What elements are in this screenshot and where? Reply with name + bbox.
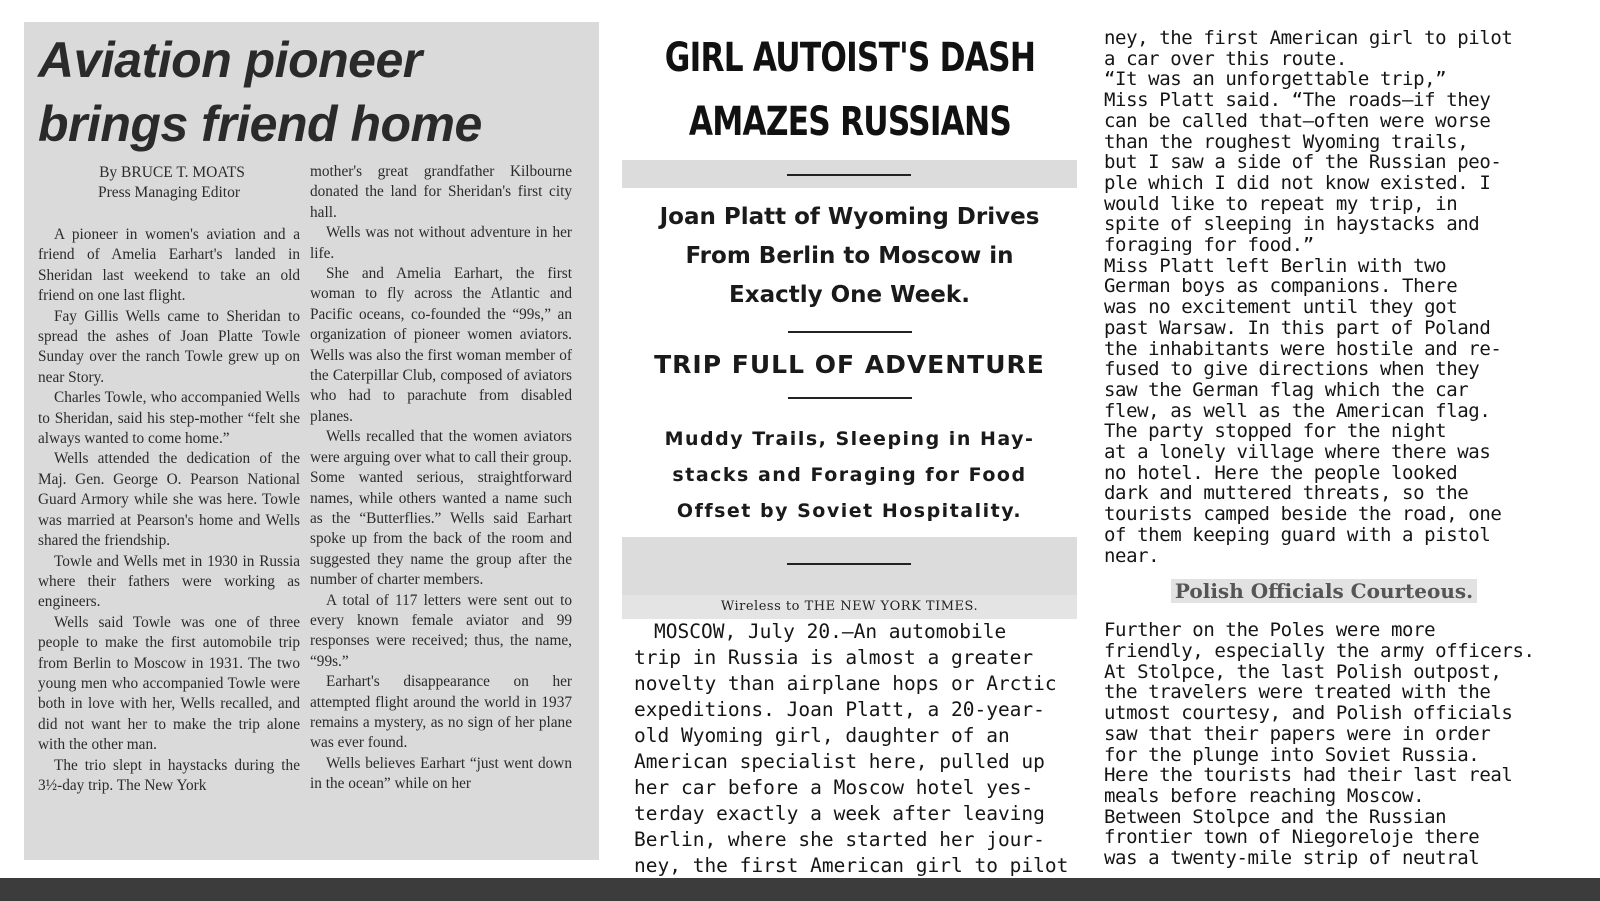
text-line: near.: [1104, 544, 1160, 567]
gray-band: [622, 537, 1077, 595]
text-line: ple which I did not know existed. I: [1104, 171, 1491, 194]
text-line: of them keeping guard with a pistol: [1104, 523, 1491, 546]
paragraph: A total of 117 letters were sent out to every known female aviator and 99 responses were received; thus, the name, “99s.”: [310, 591, 572, 670]
paragraph: mother's great grandfather Kilbourne donated the land for Sheridan's first city hall.: [310, 163, 572, 221]
deck-primary: [622, 188, 1077, 315]
text-line: trip in Russia is almost a greater: [634, 646, 1034, 669]
text-line: MOSCOW, July 20.—An automobile: [654, 620, 1007, 643]
paragraph: Charles Towle, who accompanied Wells to Sheridan, said his step-mother “felt she always wanted to come home.”: [38, 389, 300, 448]
left-headline: [38, 28, 598, 156]
paragraph: Wells was not without adventure in her life.: [310, 224, 572, 262]
deck-line: Joan Platt of Wyoming Drives: [659, 204, 1040, 230]
paragraph: A pioneer in women's aviation and a friend of Amelia Earhart's landed in Sheridan last weekend to take an old friend on one last flight.: [38, 226, 300, 305]
text-line: Further on the Poles were more: [1104, 619, 1436, 642]
middle-body: [622, 619, 1077, 879]
text-line: the travelers were treated with the: [1104, 681, 1491, 704]
byline: [38, 162, 300, 203]
gray-band: [622, 160, 1077, 188]
text-line: fused to give directions when they: [1104, 358, 1480, 381]
rule-gap: [622, 381, 1077, 415]
middle-headline-line-1: GIRL AUTOIST'S DASH: [664, 35, 1036, 81]
text-line: utmost courtesy, and Polish officials: [1104, 702, 1513, 725]
text-line: friendly, especially the army officers.: [1104, 639, 1535, 662]
text-line: frontier town of Niegoreloje there: [1104, 826, 1480, 849]
text-line: foraging for food.”: [1104, 234, 1314, 257]
text-line: than the roughest Wyoming trails,: [1104, 130, 1469, 153]
text-line: Miss Platt left Berlin with two: [1104, 254, 1447, 277]
text-line: at a lonely village where there was: [1104, 441, 1491, 464]
text-line: Between Stolpce and the Russian: [1104, 805, 1447, 828]
deck-secondary: TRIP FULL OF ADVENTURE: [654, 350, 1045, 379]
bottom-bar: [0, 878, 1600, 901]
paragraph: She and Amelia Earhart, the first woman to fly across the Atlantic and Pacific oceans, co-founded the “99s,” an organization of pioneer women aviators. Wells was also the first woman member of the Caterpillar Club, composed of aviators who had to parachute from disabled planes.: [310, 265, 572, 425]
middle-clipping: [622, 22, 1077, 877]
text-line: American specialist here, pulled up: [634, 750, 1045, 773]
left-headline-line-2: brings friend home: [38, 96, 482, 152]
subhead: [1100, 566, 1548, 616]
divider-rule: [788, 397, 912, 399]
divider-rule: [787, 563, 911, 565]
middle-headline-line-2: AMAZES RUSSIANS: [688, 99, 1012, 145]
left-clipping: [24, 22, 599, 860]
divider-rule: [787, 174, 911, 176]
text-line: was no excitement until they got: [1104, 296, 1458, 319]
subhead-text: Polish Officials Courteous.: [1171, 579, 1477, 603]
deck-line: Muddy Trails, Sleeping in Hay-: [664, 428, 1035, 450]
text-line: novelty than airplane hops or Arctic: [634, 672, 1057, 695]
text-line: “It was an unforgettable trip,”: [1104, 68, 1447, 91]
paragraph: The trio slept in haystacks during the 3½-day trip. The New York: [38, 756, 300, 794]
text-line: old Wyoming girl, daughter of an: [634, 724, 1010, 747]
right-clipping: [1100, 22, 1548, 870]
deck-tertiary: [622, 415, 1077, 529]
paragraph: Earhart's disappearance on her attempted flight around the world in 1937 remains a mystery, as no sign of her plane was ever found.: [310, 673, 572, 752]
text-line: past Warsaw. In this part of Poland: [1104, 316, 1491, 339]
text-line: ney, the first American girl to pilot: [1104, 27, 1513, 49]
deck-line: Exactly One Week.: [729, 282, 970, 308]
text-line: ney, the first American girl to pilot: [634, 854, 1069, 877]
divider-rule: [788, 331, 912, 333]
right-body: [1100, 22, 1548, 566]
text-line: was a twenty-mile strip of neutral: [1104, 847, 1480, 870]
text-line: terday exactly a week after leaving: [634, 802, 1045, 825]
middle-headline: [624, 22, 1076, 154]
text-line: saw the German flag which the car: [1104, 378, 1469, 401]
text-line: spite of sleeping in haystacks and: [1104, 213, 1480, 236]
left-column-1: [38, 162, 300, 796]
paragraph: Wells attended the dedication of the Maj. Gen. George O. Pearson National Guard Armory while she was here. Towle was married at Pearson's home and Wells shared the friendship.: [38, 450, 300, 550]
deck-line: Offset by Soviet Hospitality.: [676, 500, 1023, 522]
left-headline-line-1: Aviation pioneer: [38, 32, 422, 88]
text-line: flew, as well as the American flag.: [1104, 399, 1491, 422]
text-line: no hotel. Here the people looked: [1104, 461, 1458, 484]
right-body-continued: [1100, 616, 1548, 868]
text-line: At Stolpce, the last Polish outpost,: [1104, 660, 1502, 683]
text-line: for the plunge into Soviet Russia.: [1104, 743, 1480, 766]
paragraph: Fay Gillis Wells came to Sheridan to spread the ashes of Joan Platte Towle Sunday over the ranch Towle grew up on near Story.: [38, 307, 300, 386]
byline-title: Press Managing Editor: [97, 184, 241, 201]
left-column-2: [310, 162, 572, 795]
paragraph: Wells recalled that the women aviators were arguing over what to call their group. Some wanted serious, straightforward names, while others wanted a name such as the “Butterflies.” Wells said Earhart spoke up from the back of the room and suggested they name the group after the number of charter members.: [310, 428, 572, 589]
text-line: tourists camped beside the road, one: [1104, 503, 1502, 526]
text-line: can be called that—often were worse: [1104, 109, 1491, 132]
text-line: her car before a Moscow hotel yes-: [634, 776, 1034, 799]
text-line: the inhabitants were hostile and re-: [1104, 337, 1502, 360]
text-line: a car over this route.: [1104, 47, 1347, 70]
wireless-credit: Wireless to THE NEW YORK TIMES.: [622, 595, 1077, 619]
text-line: The party stopped for the night: [1104, 420, 1447, 443]
paragraph: Wells said Towle was one of three people to make the first automobile trip from Berlin to Moscow in 1931. The two young men who accompanied Towle were both in love with her, Wells recalled, and did not want her to make the trip alone with the other man.: [38, 613, 300, 754]
text-line: expeditions. Joan Platt, a 20-year-: [634, 698, 1045, 721]
text-line: dark and muttered threats, so the: [1104, 482, 1469, 505]
rule-gap: [622, 315, 1077, 349]
paragraph: Towle and Wells met in 1930 in Russia where their fathers were working as engineers.: [38, 552, 300, 611]
text-line: German boys as companions. There: [1104, 275, 1458, 298]
text-line: would like to repeat my trip, in: [1104, 192, 1458, 215]
text-line: meals before reaching Moscow.: [1104, 784, 1425, 807]
paragraph: Wells believes Earhart “just went down in the ocean” while on her: [310, 754, 572, 793]
deck-line: stacks and Foraging for Food: [672, 464, 1027, 486]
text-line: Miss Platt said. “The roads—if they: [1104, 89, 1491, 112]
text-line: but I saw a side of the Russian peo-: [1104, 151, 1502, 174]
text-line: saw that their papers were in order: [1104, 722, 1491, 745]
byline-author: By BRUCE T. MOATS: [99, 164, 245, 181]
text-line: Here the tourists had their last real: [1104, 764, 1513, 787]
text-line: Berlin, where she started her jour-: [634, 828, 1045, 851]
deck-line: From Berlin to Moscow in: [685, 243, 1014, 269]
